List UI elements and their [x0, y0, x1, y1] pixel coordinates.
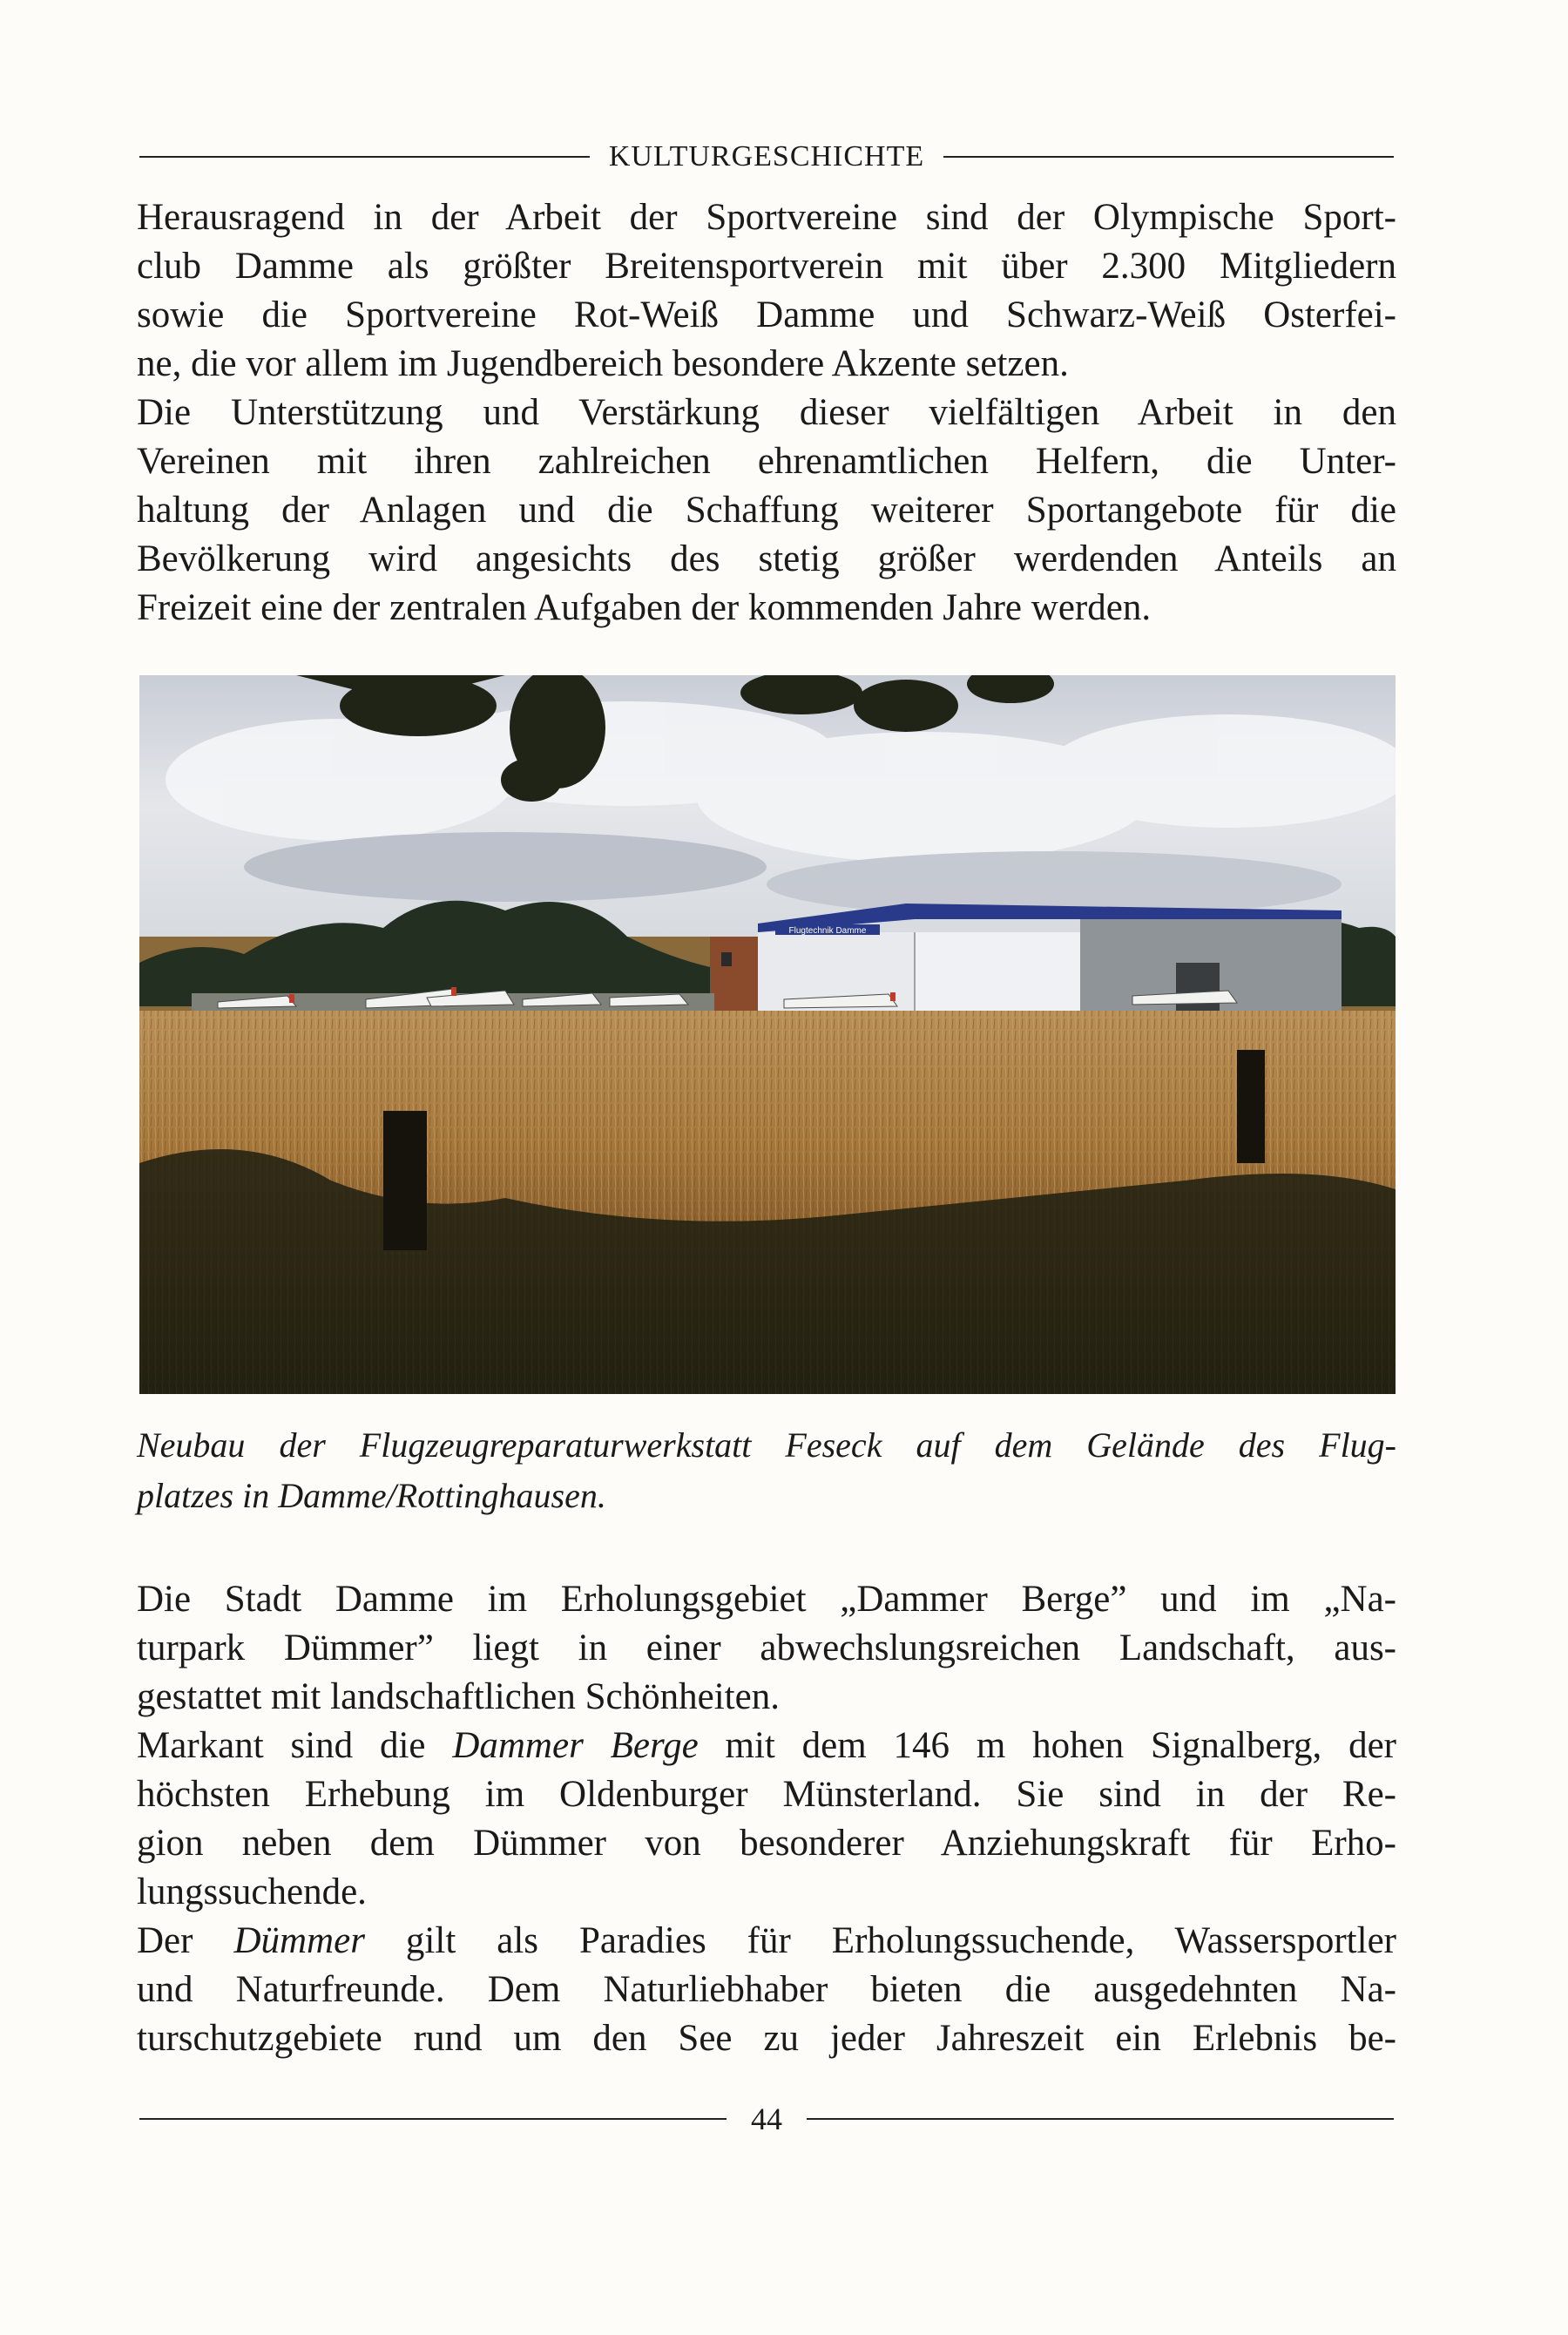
- hangar-sign: Flugtechnik Damme: [788, 926, 867, 936]
- text-line: Die Stadt Damme im Erholungsgebiet „Dammer Berge” und im „Na-: [137, 1579, 1396, 1620]
- body-text: [137, 1575, 1396, 2063]
- text-line: und Naturfreunde. Dem Naturliebhaber bieten die ausgedehnten Na-: [137, 1969, 1396, 2010]
- text-line: gestattet mit landschaftlichen Schönheiten.: [137, 1676, 780, 1717]
- text-run: Markant sind die: [137, 1725, 453, 1766]
- airfield-photo: [139, 675, 1396, 1394]
- text-line: höchsten Erhebung im Oldenburger Münsterland. Sie sind in der Re-: [137, 1774, 1396, 1815]
- intro-text: [137, 193, 1396, 633]
- body-paragraph-2: [137, 1722, 1396, 1917]
- text-line: turpark Dümmer” liegt in einer abwechslungsreichen Landschaft, aus-: [137, 1628, 1396, 1668]
- photo-caption: [137, 1420, 1396, 1521]
- footer-rule-right: [807, 2118, 1394, 2120]
- text-line: turschutzgebiete rund um den See zu jeder Jahreszeit ein Erlebnis be-: [137, 2018, 1396, 2059]
- text-line: Herausragend in der Arbeit der Sportvereine sind der Olympische Sport-: [137, 197, 1396, 238]
- text-line: Die Unterstützung und Verstärkung dieser vielfältigen Arbeit in den: [137, 392, 1396, 433]
- clouds: [166, 701, 1396, 917]
- body-paragraph-1: [137, 1575, 1396, 1722]
- emphasis-duemmer: Dümmer: [233, 1920, 365, 1961]
- text-line: Vereinen mit ihren zahlreichen ehrenamtlichen Helfern, die Unter-: [137, 441, 1396, 482]
- header-rule-right: [943, 156, 1394, 158]
- intro-paragraph-1: [137, 193, 1396, 389]
- text-line: club Damme als größter Breitensportverein mit über 2.300 Mitgliedern: [137, 246, 1396, 287]
- text-line: haltung der Anlagen und die Schaffung weiterer Sportangebote für die: [137, 490, 1396, 531]
- text-run: mit dem 146 m hohen Signalberg, der: [698, 1725, 1396, 1766]
- text-run: Der: [137, 1920, 234, 1961]
- text-line: sowie die Sportvereine Rot-Weiß Damme und Schwarz-Weiß Osterfei-: [137, 294, 1396, 335]
- text-line: Bevölkerung wird angesichts des stetig größer werdenden Anteils an: [137, 538, 1396, 579]
- page-footer: [139, 2093, 1394, 2145]
- body-paragraph-3: [137, 1917, 1396, 2063]
- text-line: ne, die vor allem im Jugendbereich besondere Akzente setzen.: [137, 343, 1069, 384]
- text-run: gilt als Paradies für Erholungssuchende, Wassersportler: [364, 1920, 1396, 1961]
- text-line: Freizeit eine der zentralen Aufgaben der kommenden Jahre werden.: [137, 587, 1152, 628]
- page-number: 44: [751, 2102, 782, 2136]
- section-title: KULTURGESCHICHTE: [608, 140, 925, 173]
- caption-line: platzes in Damme/Rottinghausen.: [137, 1476, 606, 1515]
- text-line: [137, 1917, 1396, 1966]
- text-line: gion neben dem Dümmer von besonderer Anziehungskraft für Erho-: [137, 1823, 1396, 1864]
- caption-line: Neubau der Flugzeugreparaturwerkstatt Feseck auf dem Gelände des Flug-: [137, 1425, 1396, 1465]
- intro-paragraph-2: [137, 389, 1396, 633]
- header-rule-left: [139, 156, 590, 158]
- emphasis-dammer-berge: Dammer Berge: [452, 1725, 699, 1766]
- footer-rule-left: [139, 2118, 727, 2120]
- running-header: [139, 131, 1394, 183]
- text-line: lungssuchende.: [137, 1871, 367, 1912]
- text-line: [137, 1722, 1396, 1770]
